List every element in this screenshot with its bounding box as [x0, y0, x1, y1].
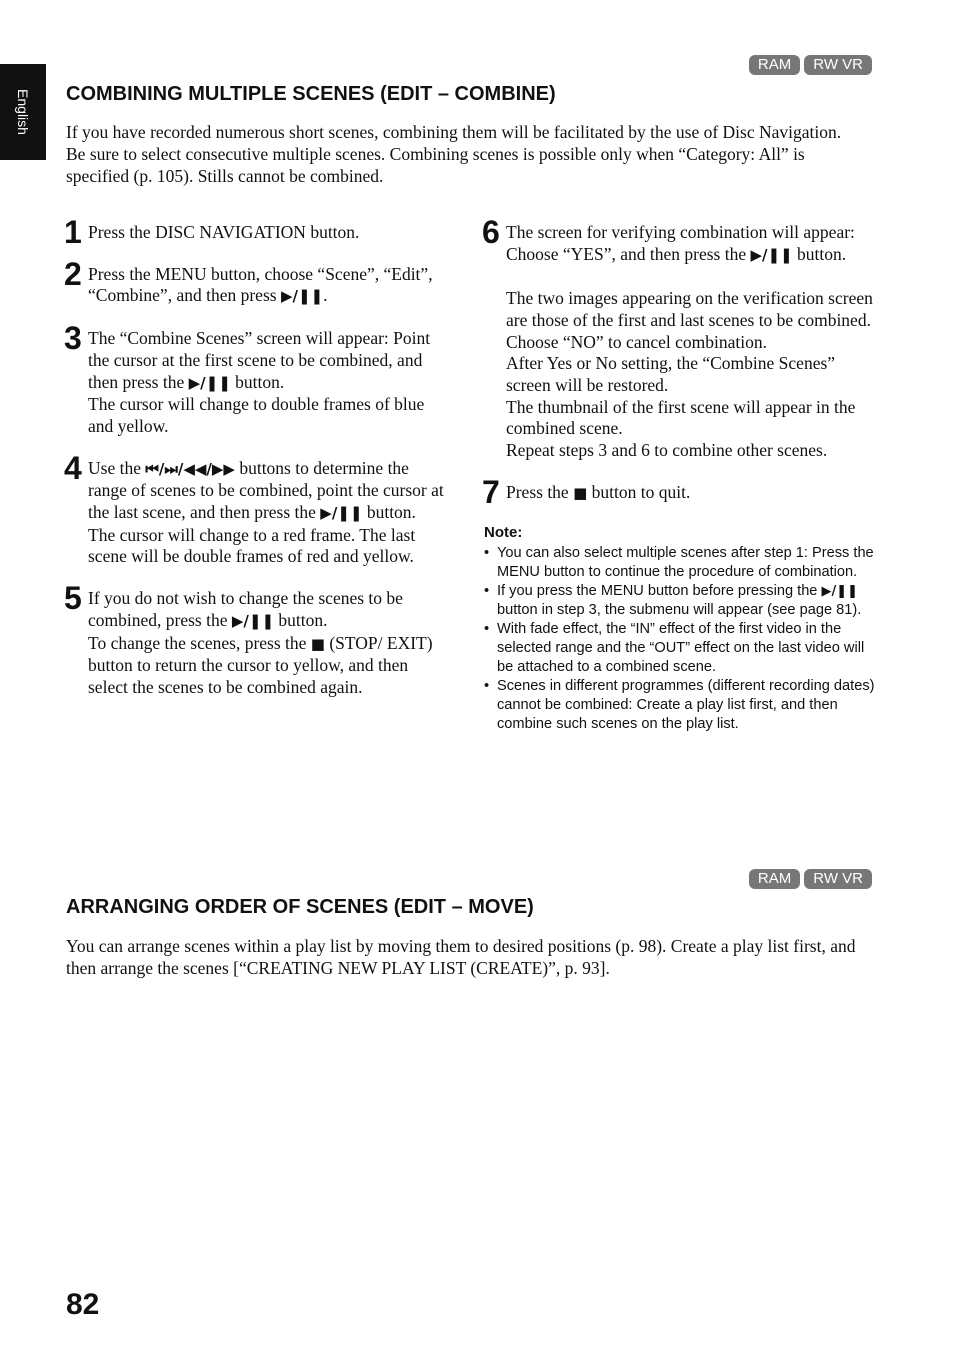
move-section-text: You can arrange scenes within a play list by moving them to desired positions (p. 98). Create a play list first, and then arrange the scenes [“CREATING NEW PLAY LIST (CREATE)”, p. 93]. [66, 936, 856, 978]
page-number: 82 [66, 1288, 100, 1321]
step-detail: Choose “NO” to cancel combination. [506, 331, 767, 352]
step-text: If you do not wish to change the scenes to be combined, press the ▶/❚❚ button. [88, 588, 403, 630]
step-number: 6 [482, 214, 500, 250]
step-number: 2 [64, 255, 82, 292]
note-list [484, 544, 876, 734]
step-1 [64, 214, 452, 250]
play-pause-icon: ▶/❚❚ [280, 287, 324, 306]
intro-paragraph-1: If you have recorded numerous short scenes, combining them will be facilitated by the use of Disc Navigation. [66, 122, 842, 142]
step-detail: The cursor will change to double frames of blue and yellow. [88, 394, 425, 436]
note-item: • With fade effect, the “IN” effect of the first video in the selected range and the “OUT” effect on the last video will be attached to a combined scene. [484, 620, 876, 677]
step-detail: After Yes or No setting, the “Combine Scenes” screen will be restored. [506, 353, 836, 395]
ram-badge: RAM [749, 55, 800, 75]
step-number: 3 [64, 320, 82, 357]
language-side-tab: English [0, 64, 46, 160]
step-detail: Repeat steps 3 and 6 to combine other scenes. [506, 440, 828, 461]
step-text: Use the ⏮/⏭/◀◀/▶▶ buttons to determine the range of scenes to be combined, point the cursor at the last scene, and then press the ▶/❚❚ button. [88, 457, 444, 523]
note-item: • You can also select multiple scenes after step 1: Press the MENU button to continue the procedure of combination. [484, 544, 876, 582]
play-pause-icon: ▶/❚❚ [188, 373, 231, 392]
rw-vr-badge: RW VR [804, 869, 872, 889]
step-2 [64, 255, 452, 308]
step-number: 5 [64, 580, 82, 617]
note-item: • Scenes in different programmes (different recording dates) cannot be combined: Create a play list first, and then combine such scenes on the play list. [484, 677, 876, 734]
section-title-move: ARRANGING ORDER OF SCENES (EDIT – MOVE) [66, 896, 534, 918]
note-title: Note: [484, 524, 523, 542]
step-number: 4 [64, 449, 82, 486]
step-text: The screen for verifying combination will appear: Choose “YES”, and then press the ▶/❚❚ button. [506, 222, 855, 264]
disc-type-badges [749, 55, 872, 75]
ram-badge: RAM [749, 869, 800, 889]
left-column [64, 214, 452, 719]
step-7 [482, 473, 876, 510]
step-5 [64, 580, 452, 699]
step-detail: To change the scenes, press the ■ (STOP/ EXIT) button to return the cursor to yellow, and then select the scenes to be combined again. [88, 632, 433, 697]
skip-search-icons: ⏮/⏭/◀◀/▶▶ [145, 459, 235, 478]
section-title-combine: COMBINING MULTIPLE SCENES (EDIT – COMBINE) [66, 83, 556, 105]
intro-paragraph-2: Be sure to select consecutive multiple scenes. Combining scenes is possible only when “Category: All” is specified (p. 105). Stills cannot be combined. [66, 144, 805, 186]
note-box [484, 524, 876, 734]
step-text: Press the MENU button, choose “Scene”, “Edit”, “Combine”, and then press ▶/❚❚. [88, 263, 433, 306]
play-pause-icon: ▶/❚❚ [750, 245, 793, 264]
step-detail: The two images appearing on the verification screen are those of the first and last scenes to be combined. [506, 288, 873, 330]
step-6 [482, 214, 876, 462]
stop-icon: ■ [310, 634, 325, 653]
rw-vr-badge: RW VR [804, 55, 872, 75]
step-text: The “Combine Scenes” screen will appear: Point the cursor at the first scene to be combined, and then press the ▶/❚❚ button. [88, 328, 431, 392]
right-column [482, 214, 876, 734]
disc-type-badges-2 [749, 869, 872, 889]
step-text: Press the ■ button to quit. [506, 481, 691, 502]
step-number: 7 [482, 473, 500, 510]
step-detail: The cursor will change to a red frame. The last scene will be double frames of red and yellow. [88, 524, 416, 567]
intro-text [66, 121, 866, 187]
play-pause-icon: ▶/❚❚ [231, 611, 275, 630]
note-item: • If you press the MENU button before pressing the ▶/❚❚ button in step 3, the submenu will appear (see page 81). [484, 582, 876, 620]
step-number: 1 [64, 214, 82, 250]
step-4 [64, 449, 452, 569]
play-pause-icon: ▶/❚❚ [821, 584, 859, 600]
step-text: Press the DISC NAVIGATION button. [88, 222, 360, 242]
play-pause-icon: ▶/❚❚ [320, 504, 363, 523]
step-detail: The thumbnail of the first scene will appear in the combined scene. [506, 396, 856, 439]
step-3 [64, 320, 452, 438]
stop-icon: ■ [573, 483, 588, 502]
